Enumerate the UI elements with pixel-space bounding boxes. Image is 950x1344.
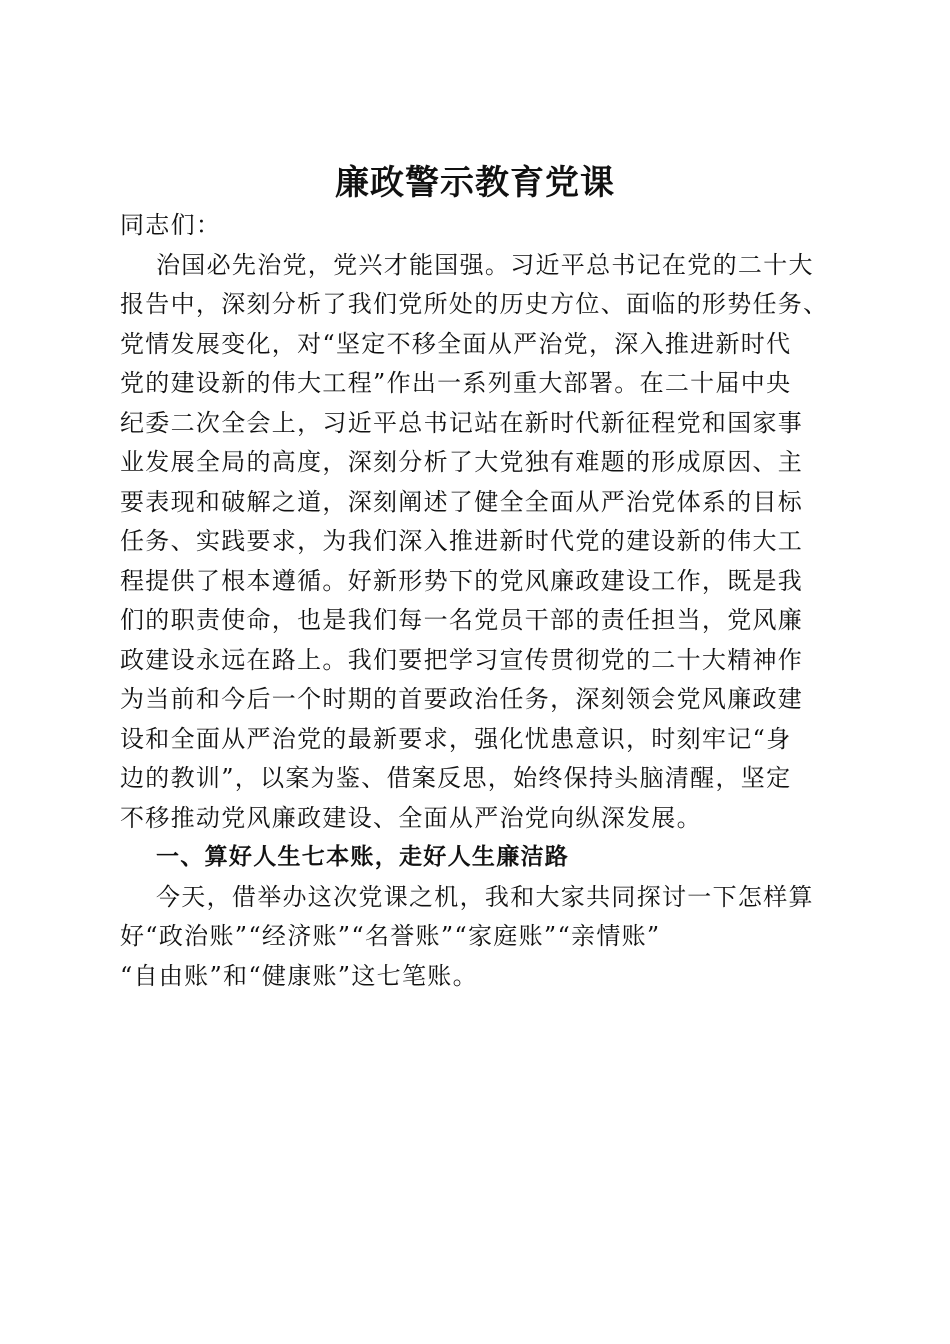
paragraph-line: 业发展全局的高度，深刻分析了大党独有难题的形成原因、主 [120,448,804,476]
paragraph-line: 程提供了根本遵循。好新形势下的党风廉政建设工作，既是我 [120,566,804,595]
paragraph-line: 党情发展变化，对“坚定不移全面从严治党，深入推进新时代 [120,329,792,358]
paragraph-line: 报告中，深刻分析了我们党所处的历史方位、面临的形势任务、 [120,290,829,318]
paragraph-line: 治国必先治党，党兴才能国强。习近平总书记在党的二十大 [156,250,814,279]
paragraph-line: 边的教训”，以案为鉴、借案反思，始终保持头脑清醒，坚定 [120,764,792,792]
salutation: 同志们： [120,211,222,239]
paragraph-line: 纪委二次全会上，习近平总书记站在新时代新征程党和国家事 [120,408,804,437]
paragraph-line: 要表现和破解之道，深刻阐述了健全全面从严治党体系的目标 [120,487,804,516]
paragraph-intro [120,246,829,839]
paragraph-line: 设和全面从严治党的最新要求，强化忧患意识，时刻牢记“身 [120,724,792,753]
paragraph-line: 政建设永远在路上。我们要把学习宣传贯彻党的二十大精神作 [120,645,804,674]
paragraph-line: 好“政治账”“经济账”“名誉账”“家庭账”“亲情账” [120,922,661,950]
section-heading: 一、算好人生七本账，走好人生廉洁路 [156,844,570,870]
paragraph-accounts [120,878,822,997]
paragraph-line: 不移推动党风廉政建设、全面从严治党向纵深发展。 [120,803,702,832]
paragraph-line: “自由账”和“健康账”这七笔账。 [120,961,478,990]
document-title: 廉政警示教育党课 [335,162,615,203]
document-body [120,206,829,996]
paragraph-line: 今天，借举办这次党课之机，我和大家共同探讨一下怎样算 [156,882,814,911]
paragraph-line: 任务、实践要求，为我们深入推进新时代党的建设新的伟大工 [120,527,804,555]
paragraph-line: 为当前和今后一个时期的首要政治任务，深刻领会党风廉政建 [120,685,804,713]
paragraph-line: 党的建设新的伟大工程”作出一系列重大部署。在二十届中央 [120,369,792,397]
paragraph-line: 们的职责使命，也是我们每一名党员干部的责任担当，党风廉 [120,606,804,634]
